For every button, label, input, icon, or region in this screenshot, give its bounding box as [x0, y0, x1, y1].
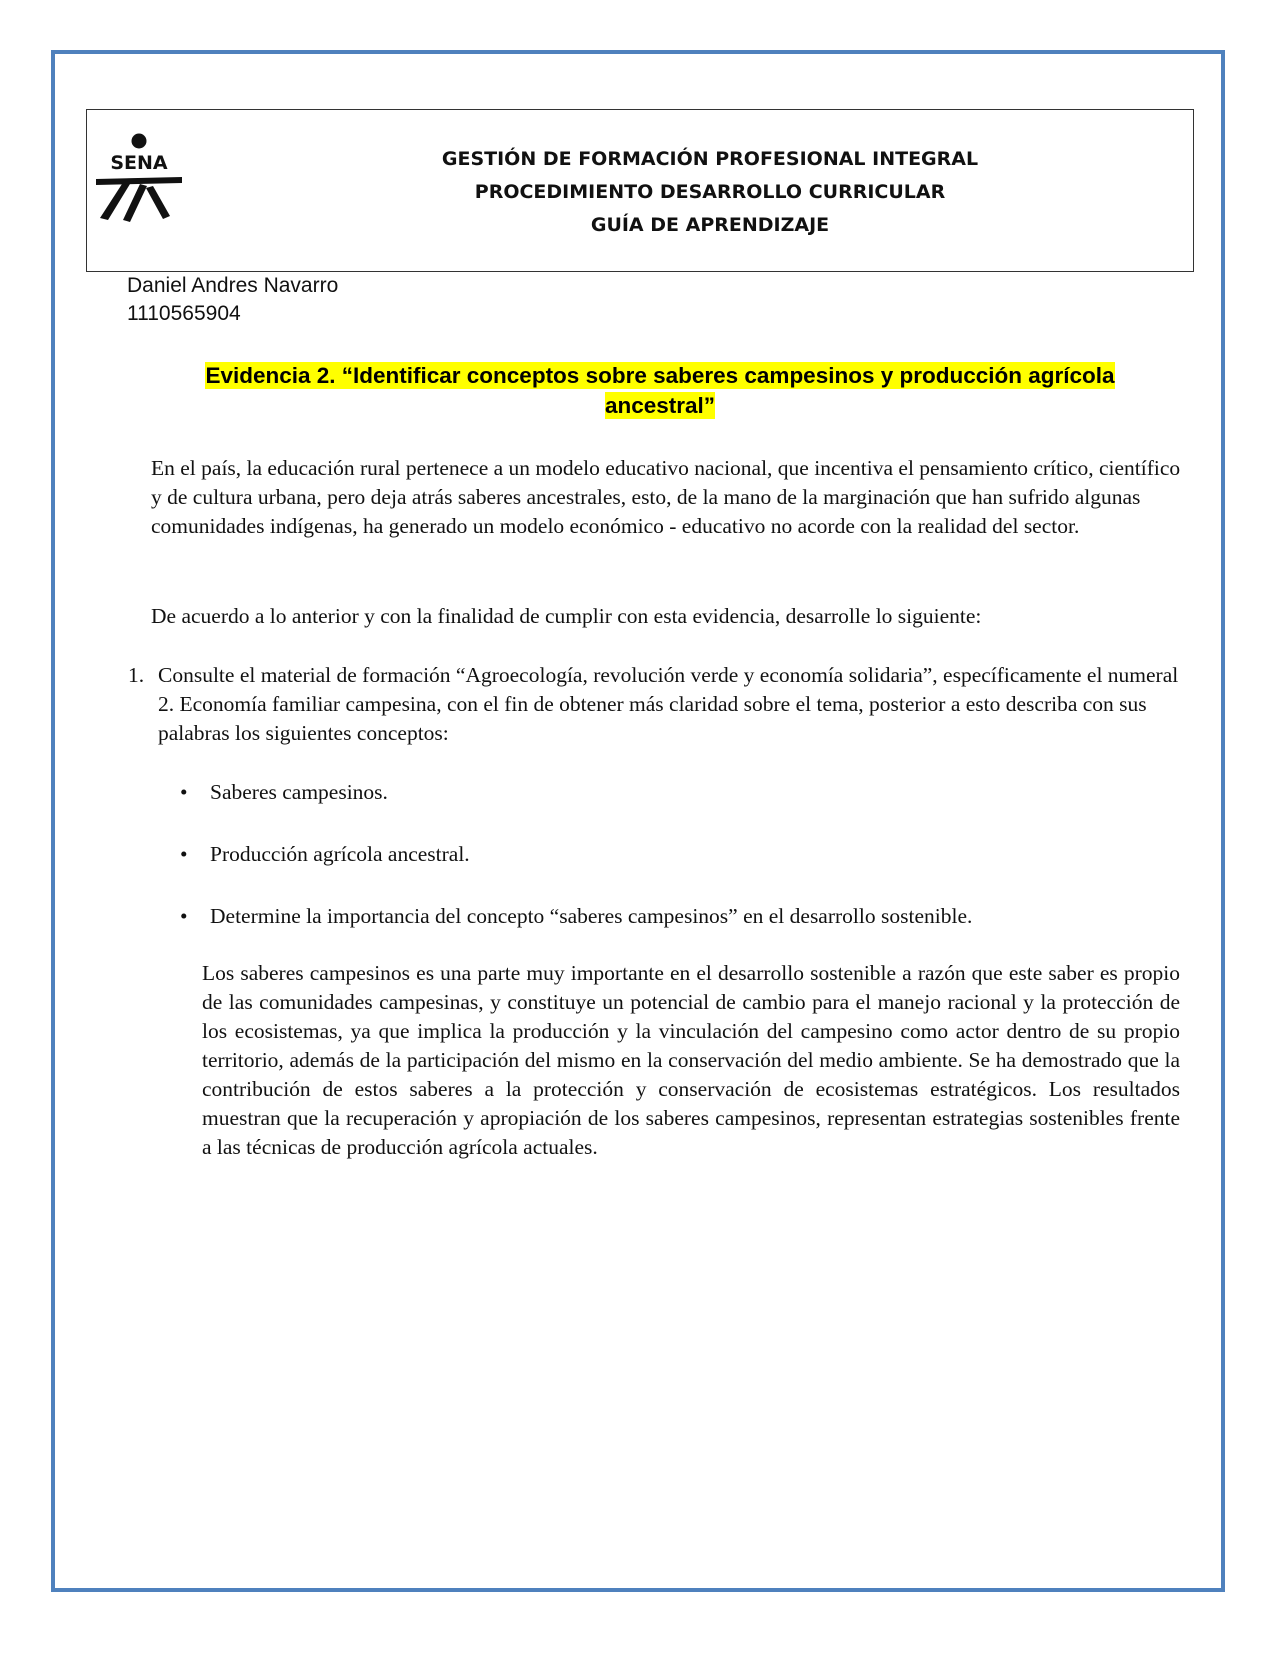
- bullet-icon: •: [180, 842, 188, 866]
- evidence-title-line-2: ancestral”: [604, 393, 716, 418]
- header-titles: [330, 143, 1090, 242]
- instruction-paragraph: De acuerdo a lo anterior y con la finalidad de cumplir con esta evidencia, desarrolle lo siguiente:: [151, 604, 982, 628]
- student-name: Daniel Andres Navarro: [127, 274, 339, 297]
- header-line-3: GUÍA DE APRENDIZAJE: [590, 214, 830, 236]
- sena-logo: [92, 132, 188, 224]
- list-item: [180, 778, 1180, 807]
- evidence-title-line-1: Evidencia 2. “Identificar conceptos sobre saberes campesinos y producción agrícola: [205, 363, 1115, 388]
- student-info: [127, 272, 338, 328]
- student-id: 1110565904: [127, 302, 241, 325]
- bullet-icon: •: [180, 904, 188, 928]
- bullet-text: Saberes campesinos.: [210, 780, 388, 804]
- header-line-1: GESTIÓN DE FORMACIÓN PROFESIONAL INTEGRAL: [441, 148, 979, 170]
- item-text: Consulte el material de formación “Agroecología, revolución verde y economía solidaria”, específicamente el numeral 2. Economía familiar campesina, con el fin de obtener más claridad sobre el tema, posterior a esto describa con sus palabras los siguientes conceptos:: [158, 663, 1179, 745]
- intro-paragraph: En el país, la educación rural pertenece a un modelo educativo nacional, que incentiva el pensamiento crítico, científico y de cultura urbana, pero deja atrás saberes ancestrales, esto, de la mano de la marginación que han sufrido algunas comunidades indígenas, ha generado un modelo económico - educativo no acorde con la realidad del sector.: [151, 456, 1181, 538]
- header-line-2: PROCEDIMIENTO DESARROLLO CURRICULAR: [474, 181, 946, 203]
- bullet-icon: •: [180, 780, 188, 804]
- numbered-item: [128, 661, 1188, 748]
- answer-paragraph: Los saberes campesinos es una parte muy importante en el desarrollo sostenible a razón que este saber es propio de las comunidades campesinas, y constituye un potencial de cambio para el manejo racional y la protección de los ecosistemas, ya que implica la producción y la vinculación del campesino como actor dentro de su propio territorio, además de la participación del mismo en la conservación del medio ambiente. Se ha demostrado que la contribución de estos saberes a la protección y conservación de ecosistemas estratégicos. Los resultados muestran que la recuperación y apropiación de los saberes campesinos, representan estrategias sostenibles frente a las técnicas de producción agrícola actuales.: [202, 961, 1180, 1159]
- list-item: [180, 902, 1180, 931]
- logo-text: SENA: [110, 152, 168, 174]
- item-number: 1.: [128, 663, 145, 687]
- bullet-text: Producción agrícola ancestral.: [210, 842, 470, 866]
- bullet-text: Determine la importancia del concepto “saberes campesinos” en el desarrollo sostenible.: [210, 904, 973, 928]
- evidence-title: [140, 361, 1180, 421]
- list-item: [180, 840, 1180, 869]
